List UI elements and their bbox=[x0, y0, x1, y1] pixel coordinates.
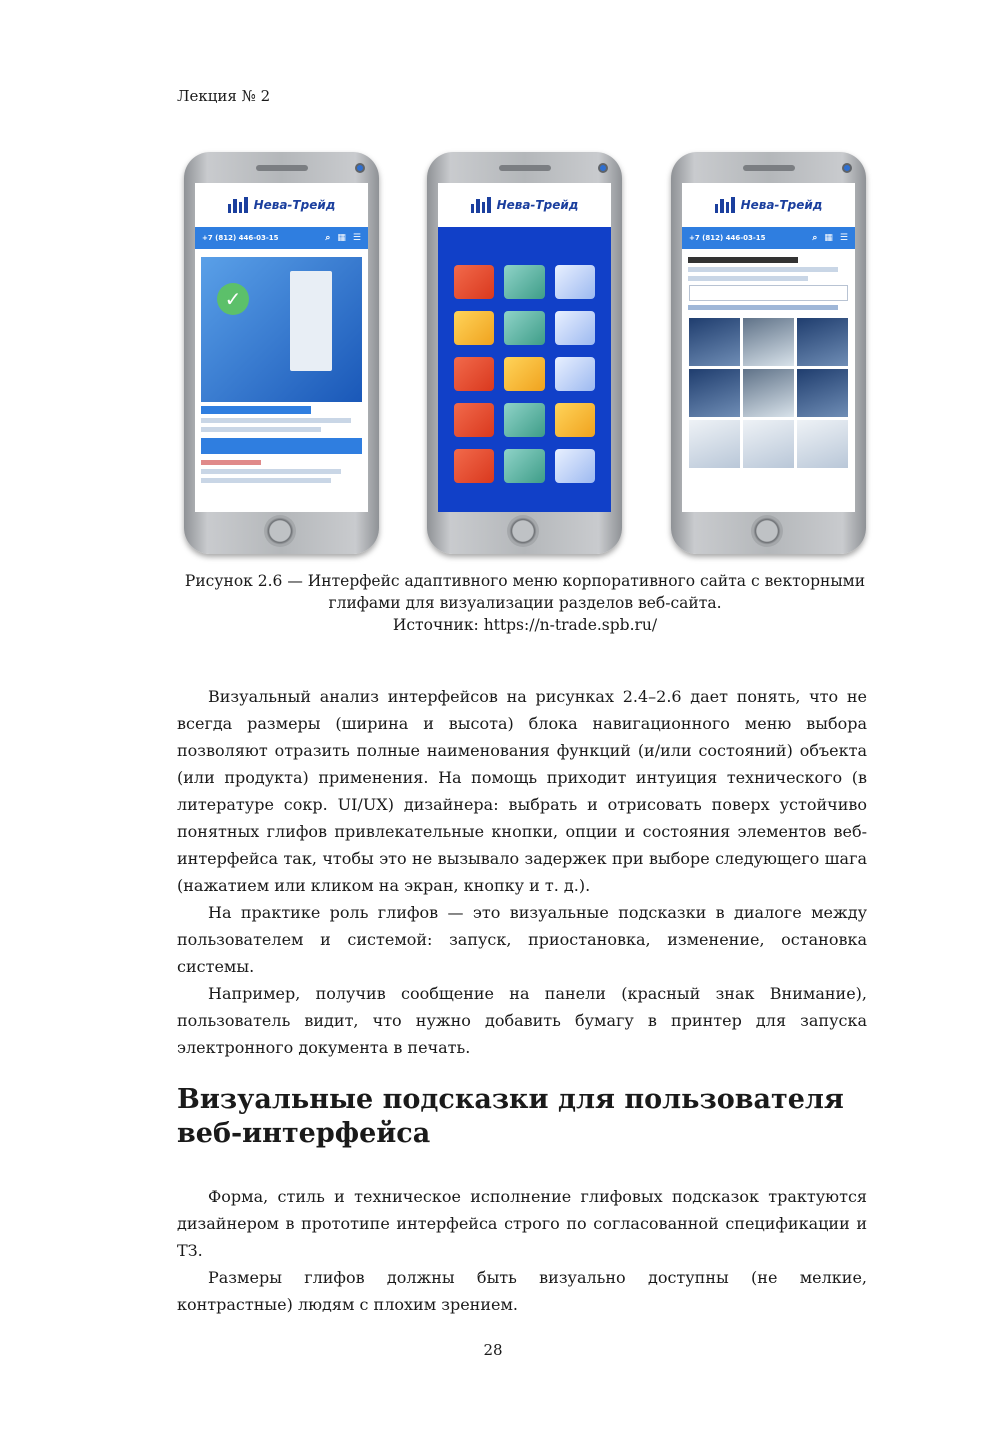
logo-icon bbox=[471, 197, 491, 213]
figure-phones bbox=[180, 152, 870, 557]
phone-menu-screen bbox=[427, 152, 622, 554]
search-icon: ⌕ bbox=[812, 233, 818, 243]
menu-icon: ☰ bbox=[839, 233, 848, 243]
logo: Нева-Трейд bbox=[195, 183, 368, 227]
figure-source: Источник: https://n-trade.spb.ru/ bbox=[392, 616, 658, 634]
paragraph: Например, получив сообщение на панели (красный знак Внимание), пользователь видит, что нужно добавить бумагу в принтер для запуска электронного документа в печать. bbox=[177, 984, 867, 1057]
camera-icon bbox=[598, 163, 608, 173]
phone-gallery-screen bbox=[671, 152, 866, 554]
home-button bbox=[751, 515, 783, 547]
logo: Нева-Трейд bbox=[438, 183, 611, 227]
paragraph: Форма, стиль и техническое исполнение глифовых подсказок трактуются дизайнером в прототипе интерфейса строго по согласованной спецификации и ТЗ. bbox=[177, 1187, 867, 1260]
logo-icon bbox=[715, 197, 735, 213]
home-button bbox=[507, 515, 539, 547]
camera-icon bbox=[842, 163, 852, 173]
body-text bbox=[177, 683, 867, 1061]
page-number: 28 bbox=[483, 1341, 503, 1359]
gallery-search bbox=[689, 285, 848, 301]
camera-icon bbox=[355, 163, 365, 173]
glyph-menu-grid bbox=[438, 227, 611, 512]
search-icon: ⌕ bbox=[325, 233, 331, 243]
menu-icon: ☰ bbox=[352, 233, 361, 243]
top-bar: +7 (812) 446-03-15 ⌕ ▦ ☰ bbox=[195, 227, 368, 249]
running-header: Лекция № 2 bbox=[177, 87, 271, 105]
section-heading: Визуальные подсказки для пользователя веб-интерфейса bbox=[177, 1084, 844, 1149]
paragraph: На практике роль глифов — это визуальные подсказки в диалоге между пользователем и системой: запуск, приостановка, изменение, остановка системы. bbox=[177, 903, 867, 976]
check-icon: ✓ bbox=[217, 283, 249, 315]
paragraph: Визуальный анализ интерфейсов на рисунках 2.4–2.6 дает понять, что не всегда размеры (ширина и высота) блока навигационного меню выбора позволяют отразить полные наименования функций (и/или состояний) объекта (или продукта) применения. На помощь приходит интуиция технического (в литературе сокр. UI/UX) дизайнера: выбрать и отрисовать поверх устойчиво понятных глифов привлекательные кнопки, опции и состояния элементов веб-интерфейса так, чтобы это не вызывало задержек при выборе следующего шага (нажатием или кликом на экран, кнопку и т. д.). bbox=[177, 687, 867, 895]
hero-banner bbox=[201, 257, 362, 402]
home-button bbox=[264, 515, 296, 547]
photo-grid bbox=[689, 318, 848, 468]
logo: Нева-Трейд bbox=[682, 183, 855, 227]
grid-icon: ▦ bbox=[337, 233, 346, 243]
grid-icon: ▦ bbox=[824, 233, 833, 243]
phone-home-screen bbox=[184, 152, 379, 554]
logo-icon bbox=[228, 197, 248, 213]
paragraph: Размеры глифов должны быть визуально доступны (не мелкие, контрастные) людям с плохим зрением. bbox=[177, 1268, 867, 1314]
section-text bbox=[177, 1183, 867, 1318]
figure-caption: Рисунок 2.6 — Интерфейс адаптивного меню корпоративного сайта с векторными глифами для визуализации разделов веб-сайта. Источник: https://n-trade.spb.ru/ bbox=[180, 570, 870, 636]
top-bar: +7 (812) 446-03-15 ⌕ ▦ ☰ bbox=[682, 227, 855, 249]
